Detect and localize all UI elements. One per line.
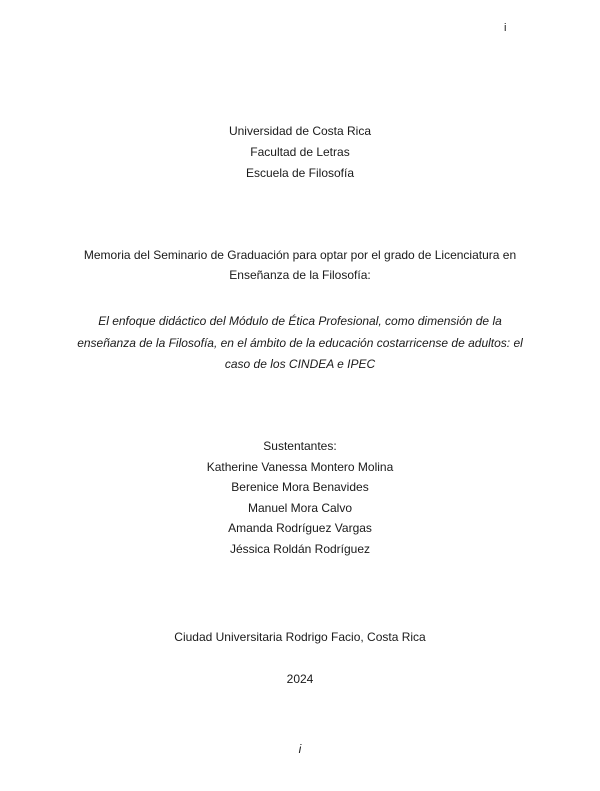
page-number-bottom: i — [298, 742, 302, 756]
author-name: Manuel Mora Calvo — [247, 500, 353, 515]
university-name: Universidad de Costa Rica — [228, 124, 372, 138]
author-name: Jéssica Roldán Rodríguez — [229, 541, 371, 556]
authors-heading: Sustentantes: — [263, 439, 337, 453]
city-line: Ciudad Universitaria Rodrigo Facio, Costa Rica — [174, 630, 426, 644]
author-name: Katherine Vanessa Montero Molina — [206, 459, 394, 474]
year-line: 2024 — [286, 672, 314, 686]
memoria-statement — [0, 245, 600, 285]
thesis-title: El enfoque didáctico del Módulo de Ética Profesional, como dimensión de la enseñanza de la Filosofía, en el ámbito de la educación costarricense de adultos: el caso de los CINDEA e IPEC — [77, 314, 523, 371]
institution-block — [0, 121, 600, 184]
faculty-name: Facultad de Letras — [250, 145, 350, 159]
memoria-line-1: Memoria del Seminario de Graduación para optar por el grado de Licenciatura en — [83, 248, 517, 262]
school-name: Escuela de Filosofía — [245, 166, 355, 180]
page-number-top: i — [504, 22, 507, 34]
memoria-line-2: Enseñanza de la Filosofía: — [229, 268, 371, 282]
author-name: Amanda Rodríguez Vargas — [228, 521, 372, 535]
authors-block — [0, 436, 600, 559]
author-name: Berenice Mora Benavides — [231, 480, 369, 494]
